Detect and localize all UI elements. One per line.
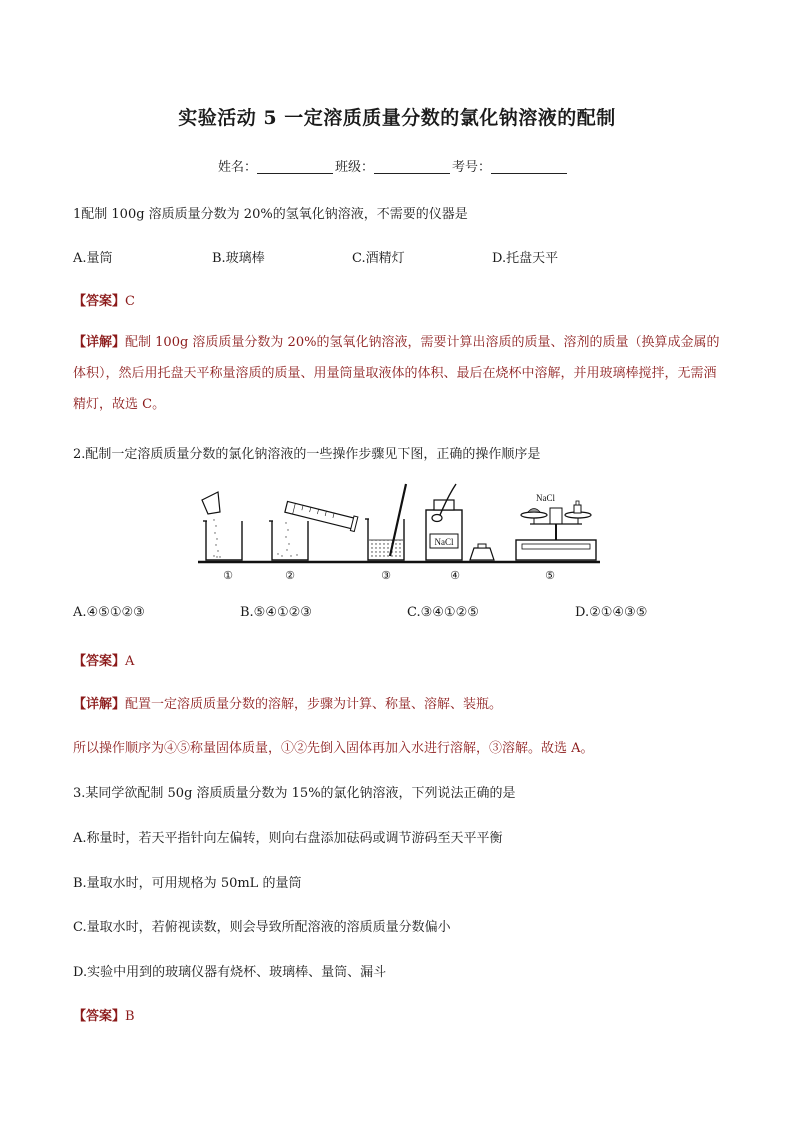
answer-value: B [125, 1009, 135, 1024]
q3-answer [73, 1005, 135, 1024]
q3-option-c: C.量取水时，若俯视读数，则会导致所配溶液的溶质质量分数偏小 [73, 920, 451, 935]
student-info-line [218, 156, 569, 175]
step-label-3: ③ [381, 569, 391, 582]
answer-value: A [125, 654, 135, 669]
number-blank[interactable] [491, 159, 567, 174]
name-blank[interactable] [257, 159, 333, 174]
detail-text: 配置一定溶质质量分数的溶解，步骤为计算、称量、溶解、装瓶。 [125, 697, 503, 712]
answer-tag: 【答案】 [73, 654, 126, 669]
q2-detail [73, 693, 502, 712]
q3-option-b: B.量取水时，可用规格为 50mL 的量筒 [73, 876, 302, 891]
q2-answer [73, 650, 134, 669]
name-label: 姓名： [218, 160, 258, 175]
q1-answer [73, 290, 135, 309]
class-blank[interactable] [374, 159, 450, 174]
step3-stir [365, 484, 406, 560]
detail-tag: 【详解】 [73, 697, 126, 712]
step-label-4: ④ [450, 569, 460, 582]
q3-option-d: D.实验中用到的玻璃仪器有烧杯、玻璃棒、量筒、漏斗 [73, 965, 387, 980]
step4-take-nacl [426, 484, 494, 560]
q3-stem: 3.某同学欲配制 50g 溶质质量分数为 15%的氯化钠溶液，下列说法正确的是 [73, 786, 516, 801]
q1-option-a: A.量筒 [73, 251, 113, 266]
step-label-1: ① [223, 569, 233, 582]
q3-option-a: A.称量时，若天平指针向左偏转，则向右盘添加砝码或调节游码至天平平衡 [73, 831, 503, 846]
q2-detail-2: 所以操作顺序为④⑤称量固体质量，①②先倒入固体再加入水进行溶解，③溶解。故选 A。 [73, 741, 594, 756]
q1-option-b: B.玻璃棒 [212, 251, 265, 266]
step5-weigh [516, 493, 596, 560]
class-label: 班级： [335, 160, 375, 175]
step2-add-water [269, 500, 358, 560]
q2-stem: 2.配制一定溶质质量分数的氯化钠溶液的一些操作步骤见下图，正确的操作顺序是 [73, 447, 541, 462]
q2-option-d: D.②①④③⑤ [575, 605, 648, 620]
bottle-label: NaCl [434, 537, 454, 547]
q1-option-d: D.托盘天平 [492, 251, 559, 266]
q2-option-b: B.⑤④①②③ [240, 605, 312, 620]
detail-text: 配制 100g 溶质质量分数为 20%的氢氧化钠溶液，需要计算出溶质的质量、溶剂的质量（换算成金属的体积），然后用托盘天平称量溶质的质量、用量筒量取液体的体积、最后在烧杯中溶解，并用玻璃棒搅拌，无需酒精灯，故选 C。 [73, 335, 720, 412]
experiment-steps-figure [194, 478, 604, 588]
step-label-2: ② [285, 569, 295, 582]
number-label: 考号： [452, 160, 492, 175]
step1-pour-solid [202, 492, 242, 560]
q1-detail [73, 327, 723, 420]
answer-value: C [125, 294, 135, 309]
q1-stem: 1配制 100g 溶质质量分数为 20%的氢氧化钠溶液，不需要的仪器是 [73, 207, 468, 222]
q2-option-c: C.③④①②⑤ [407, 605, 479, 620]
detail-tag: 【详解】 [73, 335, 126, 350]
page-title: 实验活动 5 一定溶质质量分数的氯化钠溶液的配制 [178, 107, 616, 129]
answer-tag: 【答案】 [73, 1009, 126, 1024]
q1-option-c: C.酒精灯 [352, 251, 405, 266]
answer-tag: 【答案】 [73, 294, 126, 309]
q2-option-a: A.④⑤①②③ [73, 605, 145, 620]
step-label-5: ⑤ [545, 569, 555, 582]
balance-label: NaCl [536, 493, 555, 503]
